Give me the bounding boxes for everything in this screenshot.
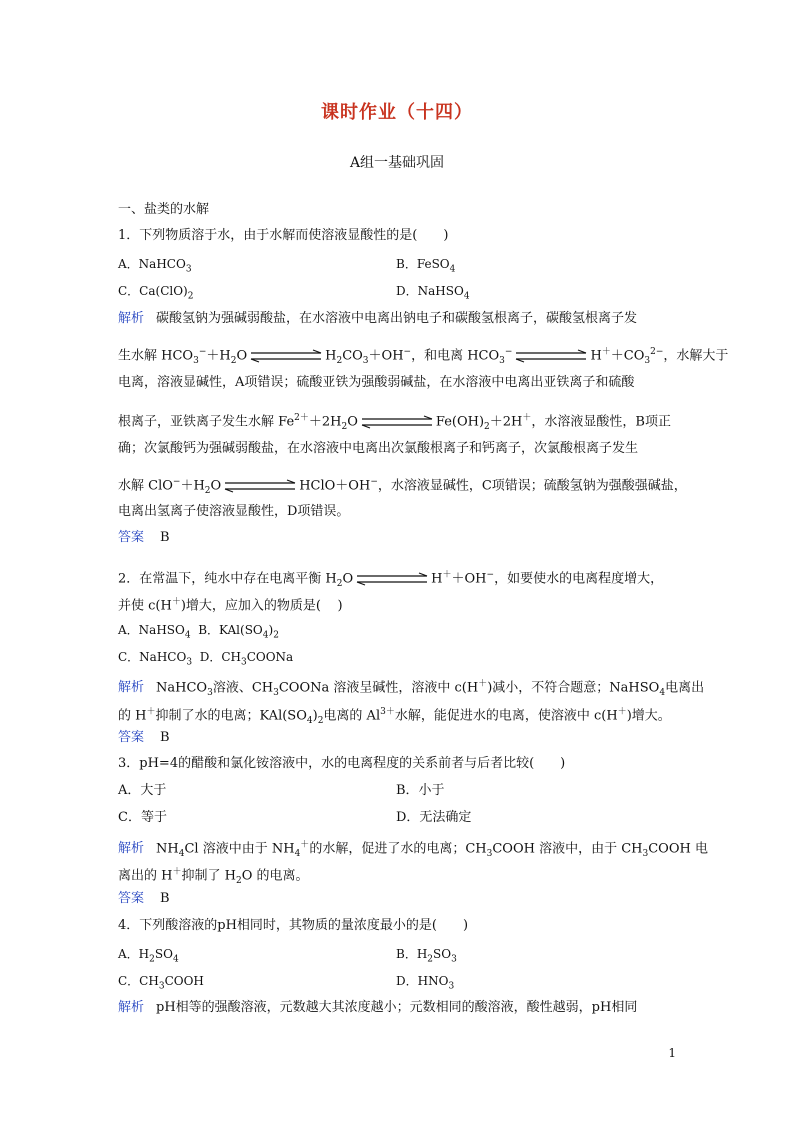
- q1-option-d: D．NaHSO$_4$: [396, 284, 470, 302]
- q2-options-ab: A．NaHSO$_4$ B．$KAl(SO_4)_2$: [118, 623, 279, 641]
- q1-analysis-line-2: 生水解 $HCO_3^-+H_2O$ $H_2CO_3+OH^-$，和电离 $HCO_3^-$ $H^++CO_3^{2-}$，水解大于: [118, 347, 729, 366]
- q3-analysis-line-1: 解析 $NH_4Cl$ 溶液中由于 $NH_4^+$的水解，促进了水的电离；$CH_3COOH$ 溶液中，由于 $CH_3COOH$ 电: [118, 840, 708, 859]
- equilibrium-arrow-icon: [355, 572, 429, 586]
- q4-option-d: D．$HNO_3$: [396, 974, 455, 992]
- question-2-stem-line-1: 2．在常温下，纯水中存在电离平衡 $H_2O$ H＋＋OH−，如要使水的电离程度增大，: [118, 570, 664, 589]
- q1-option-a: A．NaHCO$_3$: [118, 257, 192, 275]
- q1-option-b: B．FeSO$_4$: [396, 257, 456, 275]
- q1-option-c: C．$Ca(ClO)_2$: [118, 284, 194, 302]
- q1-answer: 答案 B: [118, 530, 170, 545]
- q3-option-c: C．等于: [118, 810, 167, 825]
- q1-analysis-line-7: 电离出氢离子使溶液显酸性，D项错误。: [118, 504, 350, 519]
- q4-option-b: B．$H_2SO_3$: [396, 947, 457, 965]
- q1-analysis-line-4: 根离子，亚铁离子发生水解 $Fe^{2+}+2H_2O$ $Fe(OH)_2+2H^+$，水溶液显酸性，B项正: [118, 413, 671, 432]
- q3-option-b: B．小于: [396, 783, 445, 798]
- analysis-label: 解析: [118, 311, 145, 326]
- question-3-stem: 3．pH=4的醋酸和氯化铵溶液中，水的电离程度的关系前者与后者比较( ): [118, 756, 566, 771]
- equilibrium-arrow-icon: [360, 415, 434, 429]
- q4-option-a: A．$H_2SO_4$: [118, 947, 179, 965]
- q4-option-c: C．$CH_3COOH$: [118, 974, 204, 992]
- question-4-stem: 4．下列酸溶液的pH相同时，其物质的量浓度最小的是( ): [118, 918, 469, 933]
- q2-options-cd: C．NaHCO$_3$ D．$CH_3COONa$: [118, 650, 294, 668]
- question-2-stem-line-2: 并使 c(H＋)增大，应加入的物质是( ): [118, 597, 343, 614]
- q1-analysis-line-5: 确；次氯酸钙为强碱弱酸盐，在水溶液中电离出次氯酸根离子和钙离子，次氯酸根离子发生: [118, 441, 639, 456]
- q1-analysis-line-1: 解析 碳酸氢钠为强碱弱酸盐，在水溶液中电离出钠电子和碳酸氢根离子，碳酸氢根离子发: [118, 311, 638, 326]
- q3-answer: 答案 B: [118, 891, 170, 906]
- document-title: 课时作业（十四）: [321, 102, 473, 123]
- question-1-stem: 1．下列物质溶于水，由于水解而使溶液显酸性的是( ): [118, 228, 449, 243]
- q3-option-d: D．无法确定: [396, 810, 472, 825]
- answer-label: 答案: [118, 530, 145, 545]
- equilibrium-arrow-icon: [223, 479, 297, 493]
- equilibrium-arrow-icon: [249, 349, 323, 363]
- page-number: 1: [668, 1046, 676, 1060]
- q2-analysis-line-1: 解析 NaHCO$_3$溶液、$CH_3COONa$ 溶液呈碱性，溶液中 c(H＋)减小，不符合题意；NaHSO$_4$电离出: [118, 679, 705, 698]
- q1-analysis-line-3: 电离，溶液显碱性，A项错误；硫酸亚铁为强酸弱碱盐，在水溶液中电离出亚铁离子和硫酸: [118, 375, 635, 390]
- q2-answer: 答案 B: [118, 730, 170, 745]
- section-heading: 一、盐类的水解: [118, 202, 210, 217]
- q2-analysis-line-2: 的 H＋抑制了水的电离；$KAl(SO_4)_2$电离的 $Al^{3+}$水解，能促进水的电离，使溶液中 c(H＋)增大。: [118, 707, 671, 726]
- equilibrium-arrow-icon: [514, 349, 588, 363]
- q3-option-a: A．大于: [118, 783, 167, 798]
- q4-analysis-line-1: 解析 pH相等的强酸溶液，元数越大其浓度越小；元数相同的酸溶液，酸性越弱，pH相同: [118, 1000, 638, 1015]
- group-heading: A组一基础巩固: [349, 155, 445, 171]
- q1-analysis-line-6: 水解 $ClO^-+H_2O$ HClO＋OH−，水溶液显碱性，C项错误；硫酸氢钠为强酸强碱盐，: [118, 477, 687, 496]
- q3-analysis-line-2: 离出的 H＋抑制了 $H_2O$ 的电离。: [118, 867, 309, 886]
